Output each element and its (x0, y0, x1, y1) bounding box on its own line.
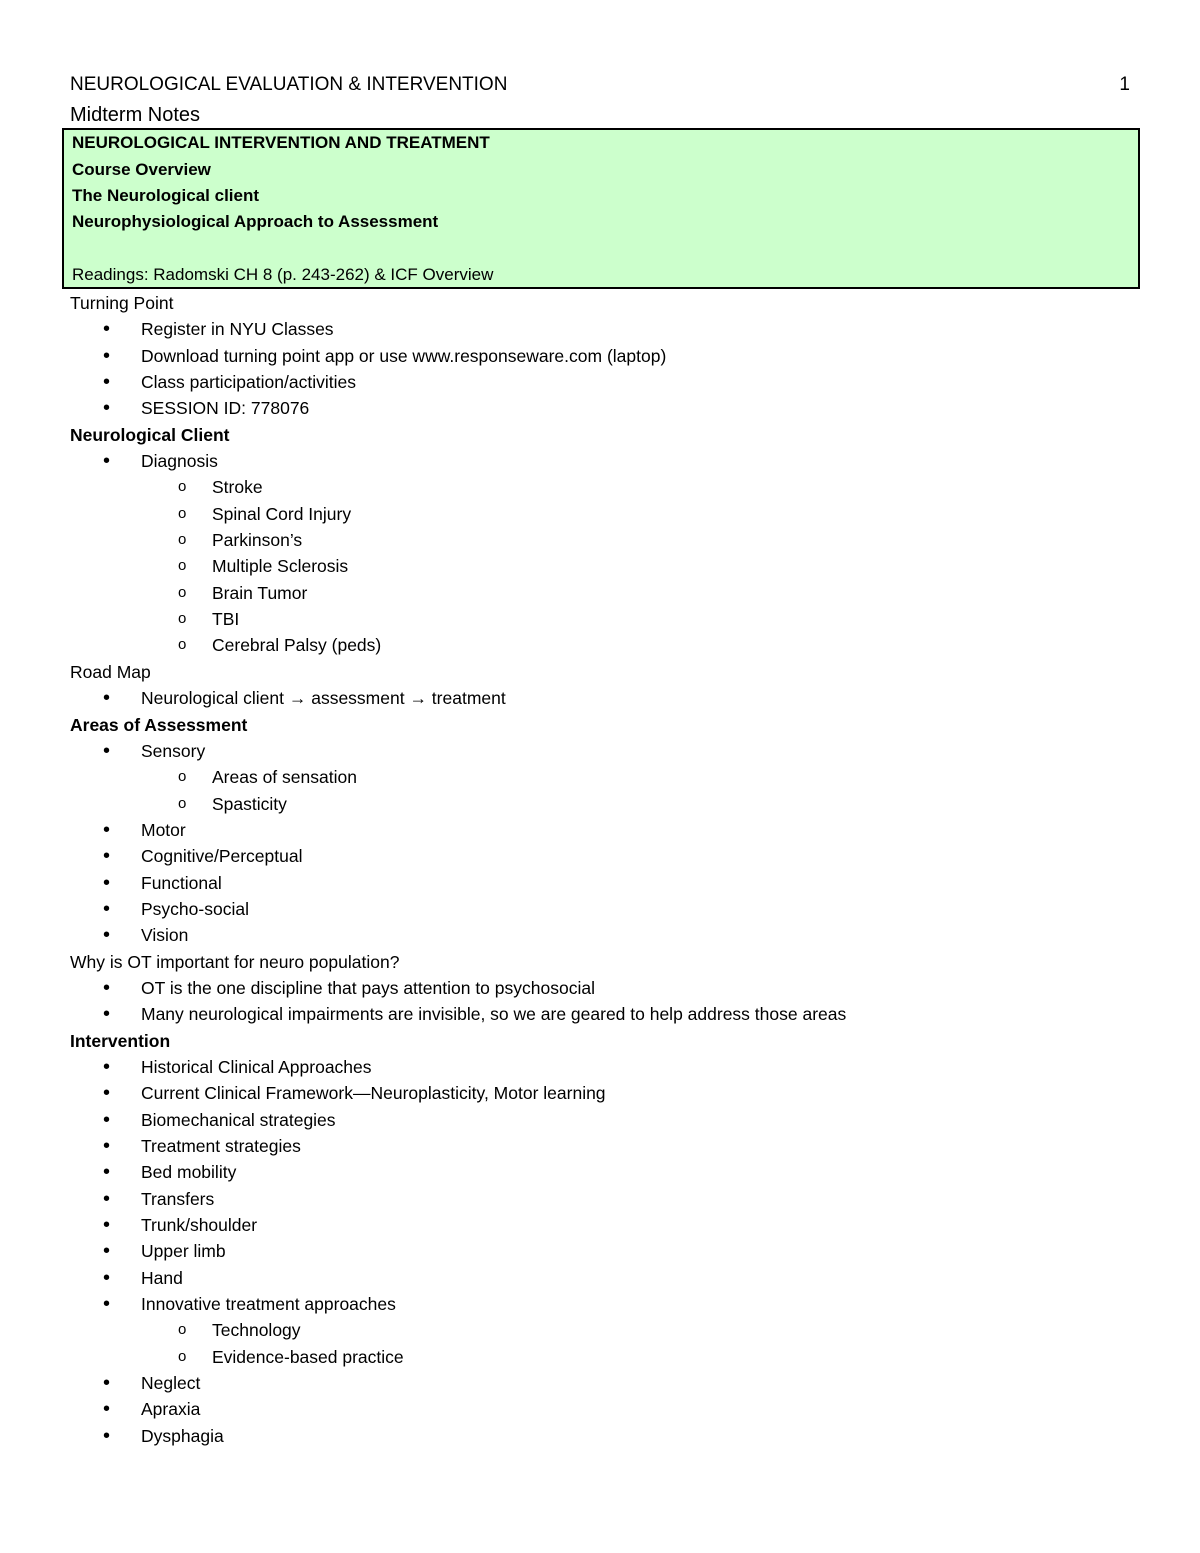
bullet-item (70, 343, 1140, 369)
outline-text: Stroke (212, 477, 263, 498)
outline-text: Class participation/activities (141, 372, 356, 393)
bullet-item (70, 448, 1140, 474)
outline-text: Upper limb (141, 1241, 226, 1262)
bullet-item (70, 369, 1140, 395)
bullet-marker: • (103, 1003, 111, 1026)
outline-text: Dysphagia (141, 1425, 224, 1446)
outline-text: Treatment strategies (141, 1136, 301, 1156)
section-heading (70, 949, 1140, 975)
outline-text: Motor (141, 819, 186, 840)
sub-bullet-item (70, 501, 1140, 527)
bullet-marker: • (103, 845, 111, 868)
sub-bullet-marker: o (178, 583, 187, 601)
bullet-item (70, 1396, 1140, 1422)
sub-bullet-marker: o (178, 531, 187, 549)
outline-text: Parkinson’s (212, 530, 303, 551)
outline-text: SESSION ID: 778076 (141, 398, 310, 419)
outline-text: Brain Tumor (212, 582, 308, 603)
outline-text: Cerebral Palsy (peds) (212, 635, 382, 656)
bullet-marker: • (103, 450, 111, 473)
box-line-neurological-client: The Neurological client (72, 186, 260, 205)
sub-bullet-marker: o (178, 636, 187, 654)
bullet-item (70, 1238, 1140, 1264)
sub-bullet-marker: o (178, 1347, 187, 1365)
bullet-marker: • (103, 1108, 111, 1131)
outline-text: Areas of Assessment (70, 714, 248, 735)
bullet-item (70, 685, 1140, 711)
outline-text: Biomechanical strategies (141, 1109, 336, 1130)
bullet-marker: • (103, 371, 111, 394)
summary-box (62, 128, 1140, 289)
bullet-marker: • (103, 818, 111, 841)
box-line-readings: Readings: Radomski CH 8 (p. 243-262) & ICF Overview (72, 265, 494, 284)
bullet-item (70, 870, 1140, 896)
bullet-item (70, 1107, 1140, 1133)
outline-text: Historical Clinical Approaches (141, 1056, 372, 1077)
bullet-marker: • (103, 871, 111, 894)
bullet-marker: • (103, 318, 111, 341)
outline-text: Intervention (70, 1030, 171, 1051)
sub-bullet-item (70, 474, 1140, 500)
sub-bullet-marker: o (178, 557, 187, 575)
outline-text: Functional (141, 872, 222, 893)
box-line-topic: NEUROLOGICAL INTERVENTION AND TREATMENT (72, 133, 490, 152)
sub-bullet-marker: o (178, 610, 187, 628)
bullet-item (70, 1423, 1140, 1449)
bullet-marker: • (103, 1055, 111, 1078)
outline-text: Evidence-based practice (212, 1346, 404, 1367)
outline-text: Neglect (141, 1373, 201, 1394)
outline-text: Multiple Sclerosis (212, 556, 349, 577)
section-heading (70, 1028, 1140, 1054)
outline-text: Areas of sensation (212, 767, 357, 788)
bullet-item (70, 843, 1140, 869)
bullet-item (70, 1054, 1140, 1080)
bullet-item (70, 395, 1140, 421)
bullet-marker: • (103, 897, 111, 920)
bullet-marker: • (103, 1240, 111, 1263)
sub-bullet-marker: o (178, 1321, 187, 1339)
bullet-item (70, 1265, 1140, 1291)
bullet-item (70, 1291, 1140, 1317)
sub-bullet-item (70, 527, 1140, 553)
outline-text: Psycho-social (141, 898, 249, 919)
outline-text: Download turning point app or use www.responseware.com (laptop) (141, 345, 667, 366)
bullet-marker: • (103, 976, 111, 999)
outline-text: Current Clinical Framework—Neuroplasticity, Motor learning (141, 1083, 606, 1104)
outline-text: Road Map (70, 661, 151, 682)
bullet-item (70, 1001, 1140, 1027)
section-heading (70, 290, 1140, 316)
bullet-item (70, 316, 1140, 342)
bullet-marker: • (103, 1135, 111, 1157)
outline-text: Transfers (141, 1188, 215, 1209)
bullet-marker: • (103, 1372, 111, 1395)
outline-text: Spinal Cord Injury (212, 503, 352, 524)
sub-bullet-item (70, 1344, 1140, 1370)
outline-text: Neurological Client (70, 424, 230, 445)
outline-text: OT is the one discipline that pays attention to psychosocial (141, 977, 595, 998)
bullet-item (70, 738, 1140, 764)
sub-bullet-item (70, 632, 1140, 658)
sub-bullet-marker: o (178, 504, 187, 522)
outline-text: Spasticity (212, 793, 287, 814)
bullet-marker: • (103, 739, 111, 762)
section-heading (70, 712, 1140, 738)
outline-text: Why is OT important for neuro population? (70, 951, 400, 972)
bullet-item (70, 1212, 1140, 1238)
page-number: 1 (1119, 74, 1130, 95)
bullet-marker: • (103, 687, 111, 710)
bullet-marker: • (103, 1161, 111, 1184)
bullet-item (70, 975, 1140, 1001)
bullet-item (70, 922, 1140, 948)
outline-text: Innovative treatment approaches (141, 1294, 396, 1315)
bullet-marker: • (103, 1214, 111, 1237)
bullet-marker: • (103, 1424, 111, 1447)
outline-text: Many neurological impairments are invisible, so we are geared to help address those areas (141, 1004, 847, 1025)
outline-text: Sensory (141, 740, 206, 761)
bullet-marker: • (103, 344, 111, 367)
outline-text: TBI (212, 609, 240, 630)
bullet-item (70, 1186, 1140, 1212)
bullet-marker: • (103, 1293, 111, 1316)
box-line-approach: Neurophysiological Approach to Assessment (72, 212, 439, 231)
outline-text: Apraxia (141, 1399, 201, 1420)
sub-bullet-item (70, 791, 1140, 817)
sub-bullet-marker: o (178, 794, 187, 812)
bullet-item (70, 1133, 1140, 1159)
bullet-marker: • (103, 1266, 111, 1289)
sub-bullet-item (70, 606, 1140, 632)
document-subtitle: Midterm Notes (70, 104, 201, 126)
section-heading (70, 422, 1140, 448)
sub-bullet-item (70, 1317, 1140, 1343)
outline-text: Bed mobility (141, 1162, 237, 1183)
bullet-marker: • (103, 397, 111, 420)
bullet-item (70, 1370, 1140, 1396)
sub-bullet-item (70, 553, 1140, 579)
outline-text: Trunk/shoulder (141, 1215, 258, 1236)
outline-text: Diagnosis (141, 451, 218, 472)
bullet-marker: • (103, 1187, 111, 1210)
outline-text: Vision (141, 925, 189, 946)
bullet-item (70, 817, 1140, 843)
bullet-item (70, 1159, 1140, 1185)
outline-text: Technology (212, 1320, 301, 1341)
sub-bullet-item (70, 580, 1140, 606)
bullet-marker: • (103, 1398, 111, 1421)
sub-bullet-marker: o (178, 768, 187, 786)
outline-text: Turning Point (70, 293, 174, 313)
section-heading (70, 659, 1140, 685)
bullet-marker: • (103, 1082, 111, 1105)
outline-text: Cognitive/Perceptual (141, 846, 303, 867)
bullet-marker: • (103, 924, 111, 947)
bullet-item (70, 1080, 1140, 1106)
sub-bullet-item (70, 764, 1140, 790)
notes-outline (70, 290, 1140, 1449)
outline-text: Register in NYU Classes (141, 319, 334, 340)
outline-text: Neurological client → assessment → treatment (141, 688, 506, 709)
outline-text: Hand (141, 1267, 183, 1288)
document-header-title: NEUROLOGICAL EVALUATION & INTERVENTION (70, 74, 508, 95)
box-line-course-overview: Course Overview (72, 160, 211, 179)
sub-bullet-marker: o (178, 478, 187, 496)
bullet-item (70, 896, 1140, 922)
